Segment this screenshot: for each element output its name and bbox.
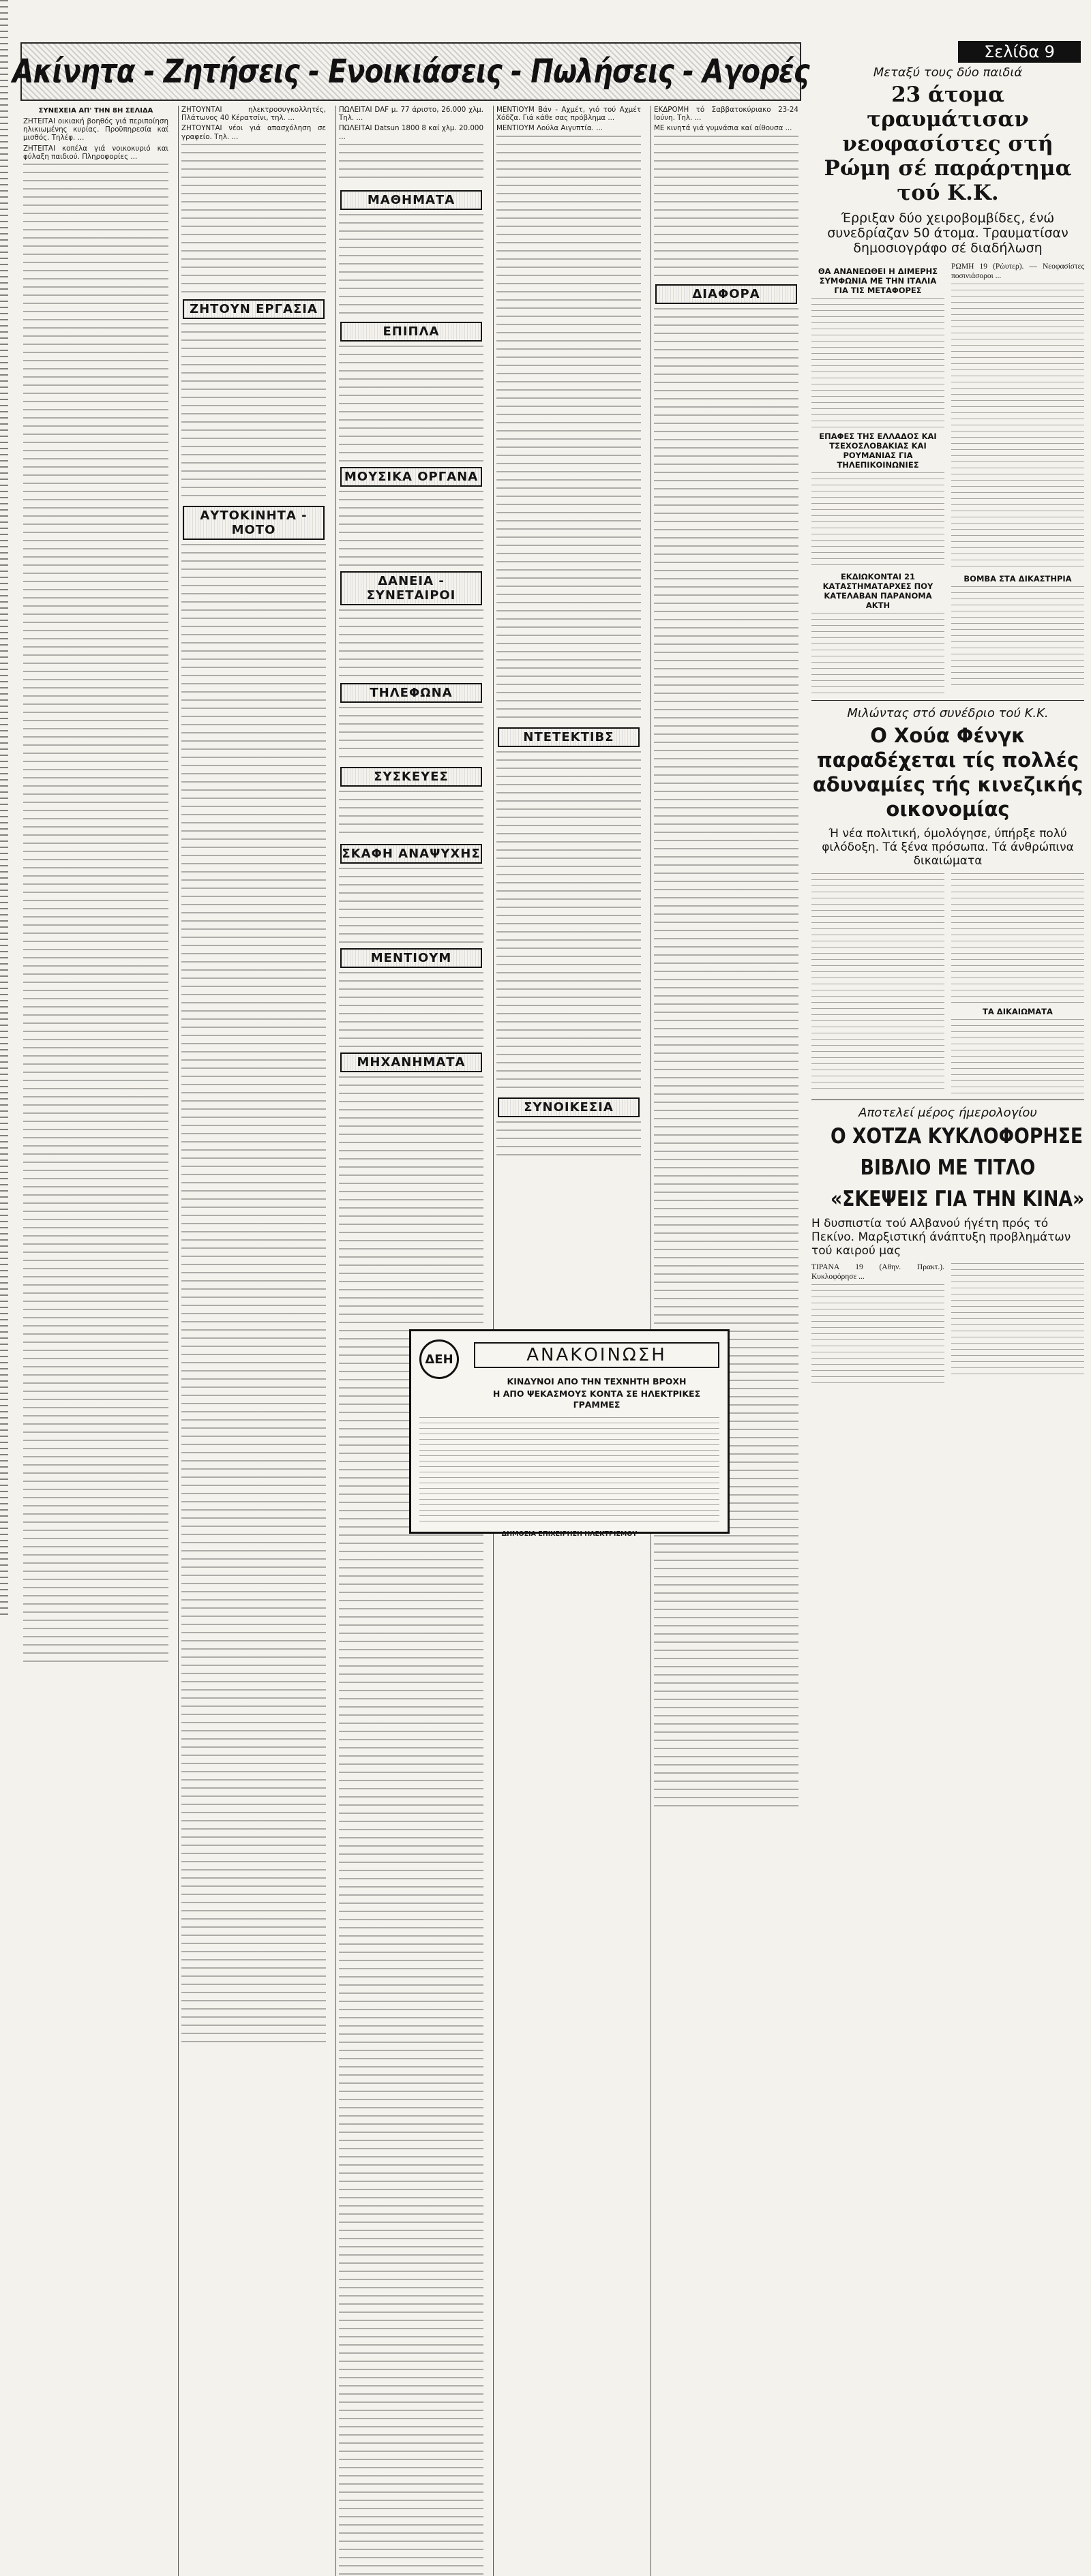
story1-body bbox=[811, 262, 1084, 695]
classified-text-block bbox=[496, 136, 641, 722]
story1-deck: Έρριξαν δύο χειροβομβίδες, ένώ συνεδρίαζαν 50 άτομα. Τραυματίσαν δημοσιογράφο σέ διαδήλωση bbox=[827, 211, 1068, 256]
classified-text-block bbox=[339, 972, 483, 1047]
section-banner-medium: ΜΕΝΤΙΟΥΜ bbox=[340, 948, 482, 968]
story3-kicker: Αποτελεί μέρος ήμερολογίου bbox=[858, 1106, 1037, 1120]
section-banner-furniture: ΕΠΙΠΛΑ bbox=[340, 322, 482, 342]
article-text-block bbox=[951, 586, 1084, 688]
classified-text-block bbox=[181, 544, 326, 2044]
classified-ad: ΠΩΛΕΙΤΑΙ Datsun 1800 8 καί χλμ. 20.000 ... bbox=[339, 124, 483, 141]
announcement-subtitle-2: Η ΑΠΟ ΨΕΚΑΣΜΟΥΣ ΚΟΝΤΑ ΣΕ ΗΛΕΚΤΡΙΚΕΣ ΓΡΑΜΜΕΣ bbox=[492, 1389, 701, 1410]
section-banner-loans-partners: ΔΑΝΕΙΑ - ΣΥΝΕΤΑΙΡΟΙ bbox=[340, 571, 482, 605]
classified-ad: ΜΕΝΤΙΟΥΜ Βάν - Αχμέτ, γιό τού Αχμέτ Χόδζα. Γιά κάθε σας πρόβλημα ... bbox=[496, 106, 641, 123]
classified-ad: ΖΗΤΟΥΝΤΑΙ ηλεκτροσυγκολλητές, Πλάτωνος 40 Κέρατσίνι, τηλ. ... bbox=[181, 106, 326, 123]
story1-subhead: ΒΟΜΒΑ ΣΤΑ ΔΙΚΑΣΤΗΡΙΑ bbox=[963, 574, 1072, 584]
classified-text-block bbox=[339, 346, 483, 461]
story2-body bbox=[811, 873, 1084, 1094]
article-text-block bbox=[951, 1263, 1084, 1379]
story1-right-col bbox=[951, 262, 1084, 695]
classified-text-block bbox=[339, 144, 483, 185]
story3-headline-line: ΒΙΒΛΙΟ ΜΕ ΤΙΤΛΟ bbox=[860, 1155, 1036, 1180]
section-masthead bbox=[12, 42, 809, 101]
announcement-body-text bbox=[419, 1417, 719, 1526]
story1-subhead: ΕΚΔΙΩΚΟΝΤΑΙ 21 ΚΑΤΑΣΤΗΜΑΤΑΡΧΕΣ ΠΟΥ ΚΑΤΕΛΑΒΑΝ ΠΑΡΑΝΟΜΑ ΑΚΤΗ bbox=[822, 572, 933, 610]
article-text-block bbox=[811, 613, 944, 695]
story1-left-col bbox=[811, 262, 944, 695]
story3-left-col bbox=[811, 1263, 944, 1387]
section-banner-lessons: ΜΑΘΗΜΑΤΑ bbox=[340, 190, 482, 210]
story2-kicker: Μιλώντας στό συνέδριο τού Κ.Κ. bbox=[847, 706, 1049, 721]
adjacent-page-edge bbox=[0, 0, 8, 1618]
classified-ad: ΖΗΤΕΙΤΑΙ οικιακή βοηθός γιά περιποίηση ηλικιωμένης κυρίας. Προϋπηρεσία καί μισθός. Τηλέφ. ... bbox=[23, 117, 168, 142]
classified-ad: ΜΕΝΤΙΟΥΜ Λούλα Αιγυπτία. ... bbox=[496, 124, 603, 133]
classified-text-block bbox=[496, 1121, 641, 1162]
classified-text-block bbox=[339, 791, 483, 838]
story2-right-col bbox=[951, 873, 1084, 1094]
section-banner-jobs-wanted: ΖΗΤΟΥΝ ΕΡΓΑΣΙΑ bbox=[183, 299, 325, 319]
story2-headline: Ο Χούα Φένγκ παραδέχεται τίς πολλές αδυναμίες τής κινεζικής οικονομίας bbox=[812, 724, 1083, 821]
article-text-block bbox=[951, 284, 1084, 570]
story3-body bbox=[811, 1263, 1084, 1387]
section-banner-appliances: ΣΥΣΚΕΥΕΣ bbox=[340, 767, 482, 787]
classified-text-block bbox=[339, 491, 483, 566]
news-column bbox=[811, 65, 1084, 1387]
classifieds-column-1 bbox=[20, 106, 171, 2576]
story2-deck: Ή νέα πολιτική, όμολόγησε, ύπήρξε πολύ φιλόδοξη. Τά ξένα πρόσωπα. Τά άνθρώπινα δικαιώματα bbox=[822, 827, 1074, 868]
page-number-label: Σελίδα 9 bbox=[958, 41, 1081, 63]
section-banner-miscellaneous: ΔΙΑΦΟΡΑ bbox=[655, 284, 797, 304]
classified-text-block bbox=[181, 144, 326, 294]
classified-text-block bbox=[654, 308, 798, 1808]
deh-announcement-box bbox=[409, 1329, 730, 1538]
announcement-signature: ΔΗΜΟΣΙΑ ΕΠΙΧΕΙΡΗΣΗ ΗΛΕΚΤΡΙΣΜΟΥ bbox=[501, 1530, 638, 1538]
story1-headline: 23 άτομα τραυμάτισαν νεοφασίστες στή Ρώμη σέ παράρτημα τού Κ.Κ. bbox=[824, 82, 1072, 205]
section-banner-telephones: ΤΗΛΕΦΩΝΑ bbox=[340, 683, 482, 703]
classified-text-block bbox=[339, 214, 483, 316]
classified-text-block bbox=[496, 751, 641, 1092]
classified-text-block bbox=[23, 164, 168, 1663]
section-banner-machinery: ΜΗΧΑΝΗΜΑΤΑ bbox=[340, 1052, 482, 1072]
classified-ad: ΖΗΤΕΙΤΑΙ κοπέλα γιά νοικοκυριό και φύλαξη παιδιού. Πληροφορίες ... bbox=[23, 144, 168, 161]
story1-subhead: ΕΠΑΦΕΣ ΤΗΣ ΕΛΛΑΔΟΣ ΚΑΙ ΤΣΕΧΟΣΛΟΒΑΚΙΑΣ ΚΑΙ ΡΟΥΜΑΝΙΑΣ ΓΙΑ ΤΗΛΕΠΙΚΟΙΝΩΝΙΕΣ bbox=[819, 431, 937, 470]
story3-headline-line: «ΣΚΕΨΕΙΣ ΓΙΑ ΤΗΝ ΚΙΝΑ» bbox=[831, 1187, 1085, 1211]
story1-lead: ΡΩΜΗ 19 (Ρώυτερ). — Νεοφασίστες ποσινιάσοροι ... bbox=[951, 262, 1084, 280]
section-banner-matchmaking: ΣΥΝΟΙΚΕΣΙΑ bbox=[498, 1097, 640, 1117]
announcement-subtitle-1: ΚΙΝΔΥΝΟΙ ΑΠΟ ΤΗΝ ΤΕΧΝΗΤΗ ΒΡΟΧΗ bbox=[507, 1376, 687, 1387]
announcement-title: ΑΝΑΚΟΙΝΩΣΗ bbox=[474, 1342, 719, 1368]
classified-ad: ΖΗΤΟΥΝΤΑΙ νέοι γιά απασχόληση σε γραφείο. Τηλ. ... bbox=[181, 124, 326, 141]
story3-deck: Η δυσπιστία τού Αλβανού ήγέτη πρός τό Πεκίνο. Μαρξιστική άνάπτυξη προβλημάτων τού καιρού μας bbox=[811, 1217, 1071, 1258]
article-text-block bbox=[811, 298, 944, 427]
section-banner-cars: ΑΥΤΟΚΙΝΗΤΑ - ΜΟΤΟ bbox=[183, 506, 325, 540]
classified-text-block bbox=[181, 323, 326, 500]
classified-ad: ΠΩΛΕΙΤΑΙ DAF μ. 77 άριστο, 26.000 χλμ. Τηλ. ... bbox=[339, 106, 483, 123]
story2-subhead: ΤΑ ΔΙΚΑΙΩΜΑΤΑ bbox=[983, 1007, 1053, 1016]
classified-text-block bbox=[339, 609, 483, 678]
classified-ad: ΜΕ κινητά γιά γυμνάσια καί αίθουσα ... bbox=[654, 124, 792, 133]
article-text-block bbox=[951, 873, 1084, 1003]
article-text-block bbox=[811, 472, 944, 568]
classified-text-block bbox=[339, 1076, 483, 2576]
article-text-block bbox=[811, 873, 944, 1091]
classified-text-block bbox=[339, 707, 483, 761]
article-text-block bbox=[811, 1284, 944, 1387]
divider bbox=[811, 700, 1084, 701]
masthead-title: Ακίνητα - Ζητήσεις - Ενοικιάσεις - Πωλήσεις - Αγορές bbox=[12, 52, 809, 91]
article-text-block bbox=[951, 1019, 1084, 1094]
section-banner-detectives: ΝΤΕΤΕΚΤΙΒΣ bbox=[498, 727, 640, 747]
deh-logo: ΔΕΗ bbox=[419, 1339, 459, 1379]
section-banner-musical-instruments: ΜΟΥΣΙΚΑ ΟΡΓΑΝΑ bbox=[340, 467, 482, 487]
continued-from-header: ΣΥΝΕΧΕΙΑ ΑΠ' ΤΗΝ 8Η ΣΕΛΙΔΑ bbox=[38, 107, 153, 115]
story3-lead: ΤΙΡΑΝΑ 19 (Αθην. Πρακτ.). Κυκλοφόρησε ... bbox=[811, 1263, 944, 1281]
story1-subhead: ΘΑ ΑΝΑΝΕΩΘΕΙ Η ΔΙΜΕΡΗΣ ΣΥΜΦΩΝΙΑ ΜΕ ΤΗΝ ΙΤΑΛΙΑ ΓΙΑ ΤΙΣ ΜΕΤΑΦΟΡΕΣ bbox=[818, 267, 938, 295]
story3-headline-line: Ο ΧΟΤΖΑ ΚΥΚΛΟΦΟΡΗΣΕ bbox=[831, 1124, 1083, 1149]
classified-ad: ΕΚΔΡΟΜΗ τό Σαββατοκύριακο 23-24 Ιούνη. Τηλ. ... bbox=[654, 106, 798, 123]
classified-text-block bbox=[339, 868, 483, 943]
classifieds-column-2 bbox=[178, 106, 329, 2576]
classified-text-block bbox=[654, 136, 798, 279]
section-banner-leisure-boats: ΣΚΑΦΗ ΑΝΑΨΥΧΗΣ bbox=[340, 844, 482, 864]
story1-kicker: Μεταξύ τους δύο παιδιά bbox=[873, 65, 1023, 80]
